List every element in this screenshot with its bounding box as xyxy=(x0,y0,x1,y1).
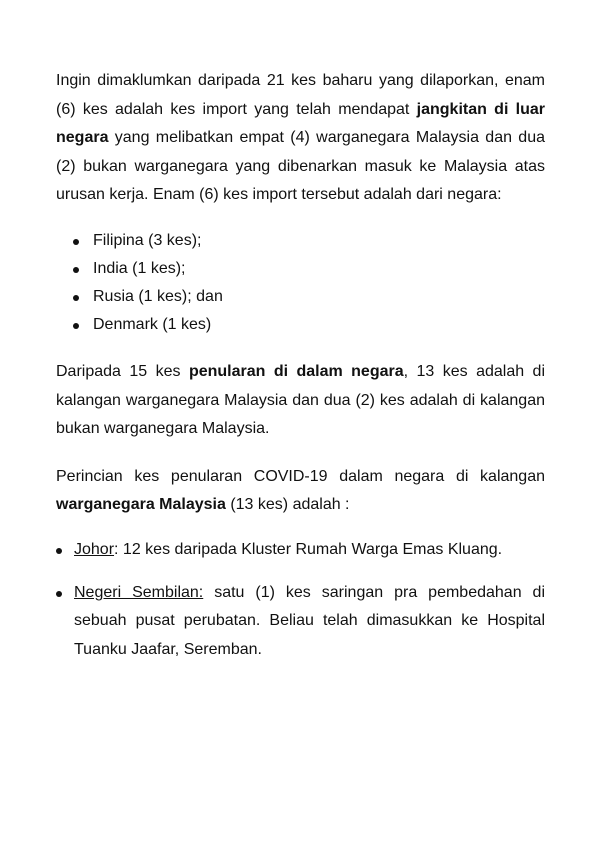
local-text-1: Daripada 15 kes xyxy=(56,362,189,380)
detail-intro-text-2: (13 kes) adalah : xyxy=(225,496,350,514)
local-transmission-paragraph xyxy=(56,358,545,444)
detail-intro-paragraph xyxy=(56,463,545,520)
document-page xyxy=(56,67,545,664)
list-item xyxy=(56,579,545,665)
country-list xyxy=(56,227,545,339)
local-bold-text: penularan di dalam negara xyxy=(188,362,404,380)
state-detail-text: satu (1) kes saringan pra pembedahan di sebuah pusat perubatan. Beliau telah dimasukkan ke Hospital Tuanku Jaafar, Seremban. xyxy=(74,583,545,658)
list-item xyxy=(56,311,545,339)
bullet-icon xyxy=(56,591,62,597)
bullet-icon xyxy=(73,323,79,329)
detail-intro-text-1: Perincian kes penularan COVID-19 dalam negara di kalangan xyxy=(56,467,545,485)
country-label: Denmark (1 kes) xyxy=(93,315,212,333)
intro-bold-text: jangkitan di luar negara xyxy=(56,100,546,147)
state-separator: : xyxy=(114,540,119,558)
list-item xyxy=(56,536,545,565)
country-label: India (1 kes); xyxy=(93,259,186,277)
state-name: Johor xyxy=(74,540,115,558)
state-name: Negeri Sembilan: xyxy=(74,583,204,601)
list-item xyxy=(56,255,545,283)
list-item xyxy=(56,227,545,255)
bullet-icon xyxy=(73,267,79,273)
intro-text-1: Ingin dimaklumkan daripada 21 kes baharu yang dilaporkan, enam (6) kes adalah kes import yang telah mendapat xyxy=(56,72,545,118)
country-label: Filipina (3 kes); xyxy=(93,231,202,249)
state-detail-list xyxy=(56,536,545,664)
intro-text-2: yang melibatkan empat (4) warganegara Malaysia dan dua (2) bukan warganegara yang dibenarkan masuk ke Malaysia atas urusan kerja. Enam (6) kes import tersebut adalah dari negara: xyxy=(56,129,545,204)
bullet-icon xyxy=(56,548,62,554)
state-detail-text: 12 kes daripada Kluster Rumah Warga Emas Kluang. xyxy=(118,540,503,558)
detail-intro-bold-text: warganegara Malaysia xyxy=(56,496,226,514)
intro-paragraph xyxy=(56,67,545,210)
list-item xyxy=(56,283,545,311)
bullet-icon xyxy=(73,239,79,245)
bullet-icon xyxy=(73,295,79,301)
country-label: Rusia (1 kes); dan xyxy=(93,287,223,305)
local-text-2: , 13 kes adalah di kalangan warganegara Malaysia dan dua (2) kes adalah di kalangan bukan warganegara Malaysia. xyxy=(56,362,546,438)
